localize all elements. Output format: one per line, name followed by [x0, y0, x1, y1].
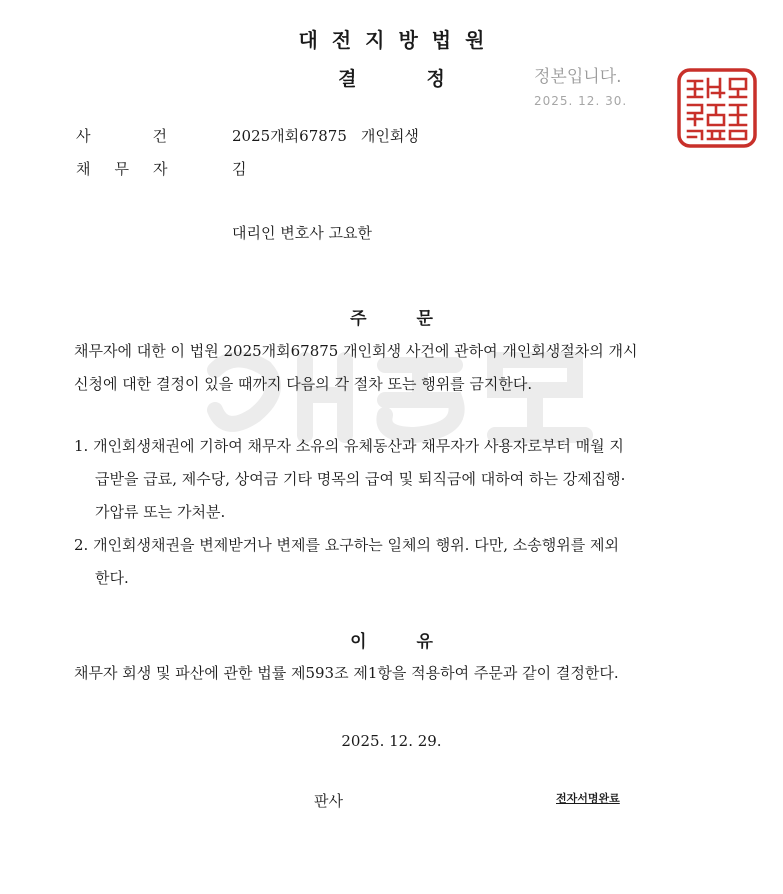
- order-heading-char: 주: [350, 309, 367, 329]
- copy-stamp-date: 2025. 12. 30.: [534, 94, 628, 108]
- judge-label: 판사: [314, 792, 343, 810]
- order-item-1-line: 급받을 급료, 제수당, 상여금 기타 명목의 급여 및 퇴직금에 대하여 하는 강제집행·: [95, 470, 626, 488]
- order-item-2-line: 2. 개인회생채권을 변제받거나 변제를 요구하는 일체의 행위. 다만, 소송행위를 제외: [74, 536, 619, 554]
- order-item-2-line: 한다.: [95, 569, 129, 587]
- reason-heading-char: 유: [416, 632, 433, 652]
- case-label-char: 건: [152, 127, 167, 145]
- case-number: 2025개회67875: [232, 127, 347, 145]
- case-number-line: [232, 125, 419, 146]
- court-seal-icon: [676, 67, 758, 149]
- document-type-char: 결: [338, 68, 357, 90]
- agent-line: 대리인 변호사 고요한: [232, 224, 372, 242]
- debtor-label: [76, 158, 168, 179]
- reason-heading-char: 이: [350, 632, 367, 652]
- order-item-1-line: 1. 개인회생채권에 기하여 채무자 소유의 유체동산과 채무자가 사용자로부터 매월 지: [74, 437, 624, 455]
- electronic-signature: 전자서명완료: [556, 792, 620, 805]
- court-name: 대전지방법원: [298, 28, 499, 52]
- document-type-char: 정: [426, 68, 445, 90]
- case-label: [76, 125, 167, 146]
- debtor-label-char: 채: [76, 160, 91, 178]
- order-intro-line: 신청에 대한 결정이 있을 때까지 다음의 각 절차 또는 행위를 금지한다.: [74, 375, 533, 393]
- order-heading-char: 문: [416, 309, 433, 329]
- reason-text: 채무자 회생 및 파산에 관한 법률 제593조 제1항을 적용하여 주문과 같이 결정한다.: [74, 664, 619, 682]
- debtor-name: 김: [232, 160, 247, 178]
- order-heading: [0, 304, 783, 329]
- order-intro-line: 채무자에 대한 이 법원 2025개회67875 개인회생 사건에 관하여 개인회생절차의 개시: [74, 342, 638, 360]
- copy-stamp-text: 정본입니다.: [534, 67, 622, 87]
- document-type: [0, 64, 783, 91]
- debtor-label-char: 무: [114, 160, 129, 178]
- order-item-1-line: 가압류 또는 가처분.: [95, 503, 226, 521]
- case-label-char: 사: [76, 127, 91, 145]
- reason-heading: [0, 627, 783, 652]
- case-type: 개인회생: [360, 127, 419, 145]
- decision-date: 2025. 12. 29.: [341, 732, 442, 750]
- debtor-label-char: 자: [153, 160, 168, 178]
